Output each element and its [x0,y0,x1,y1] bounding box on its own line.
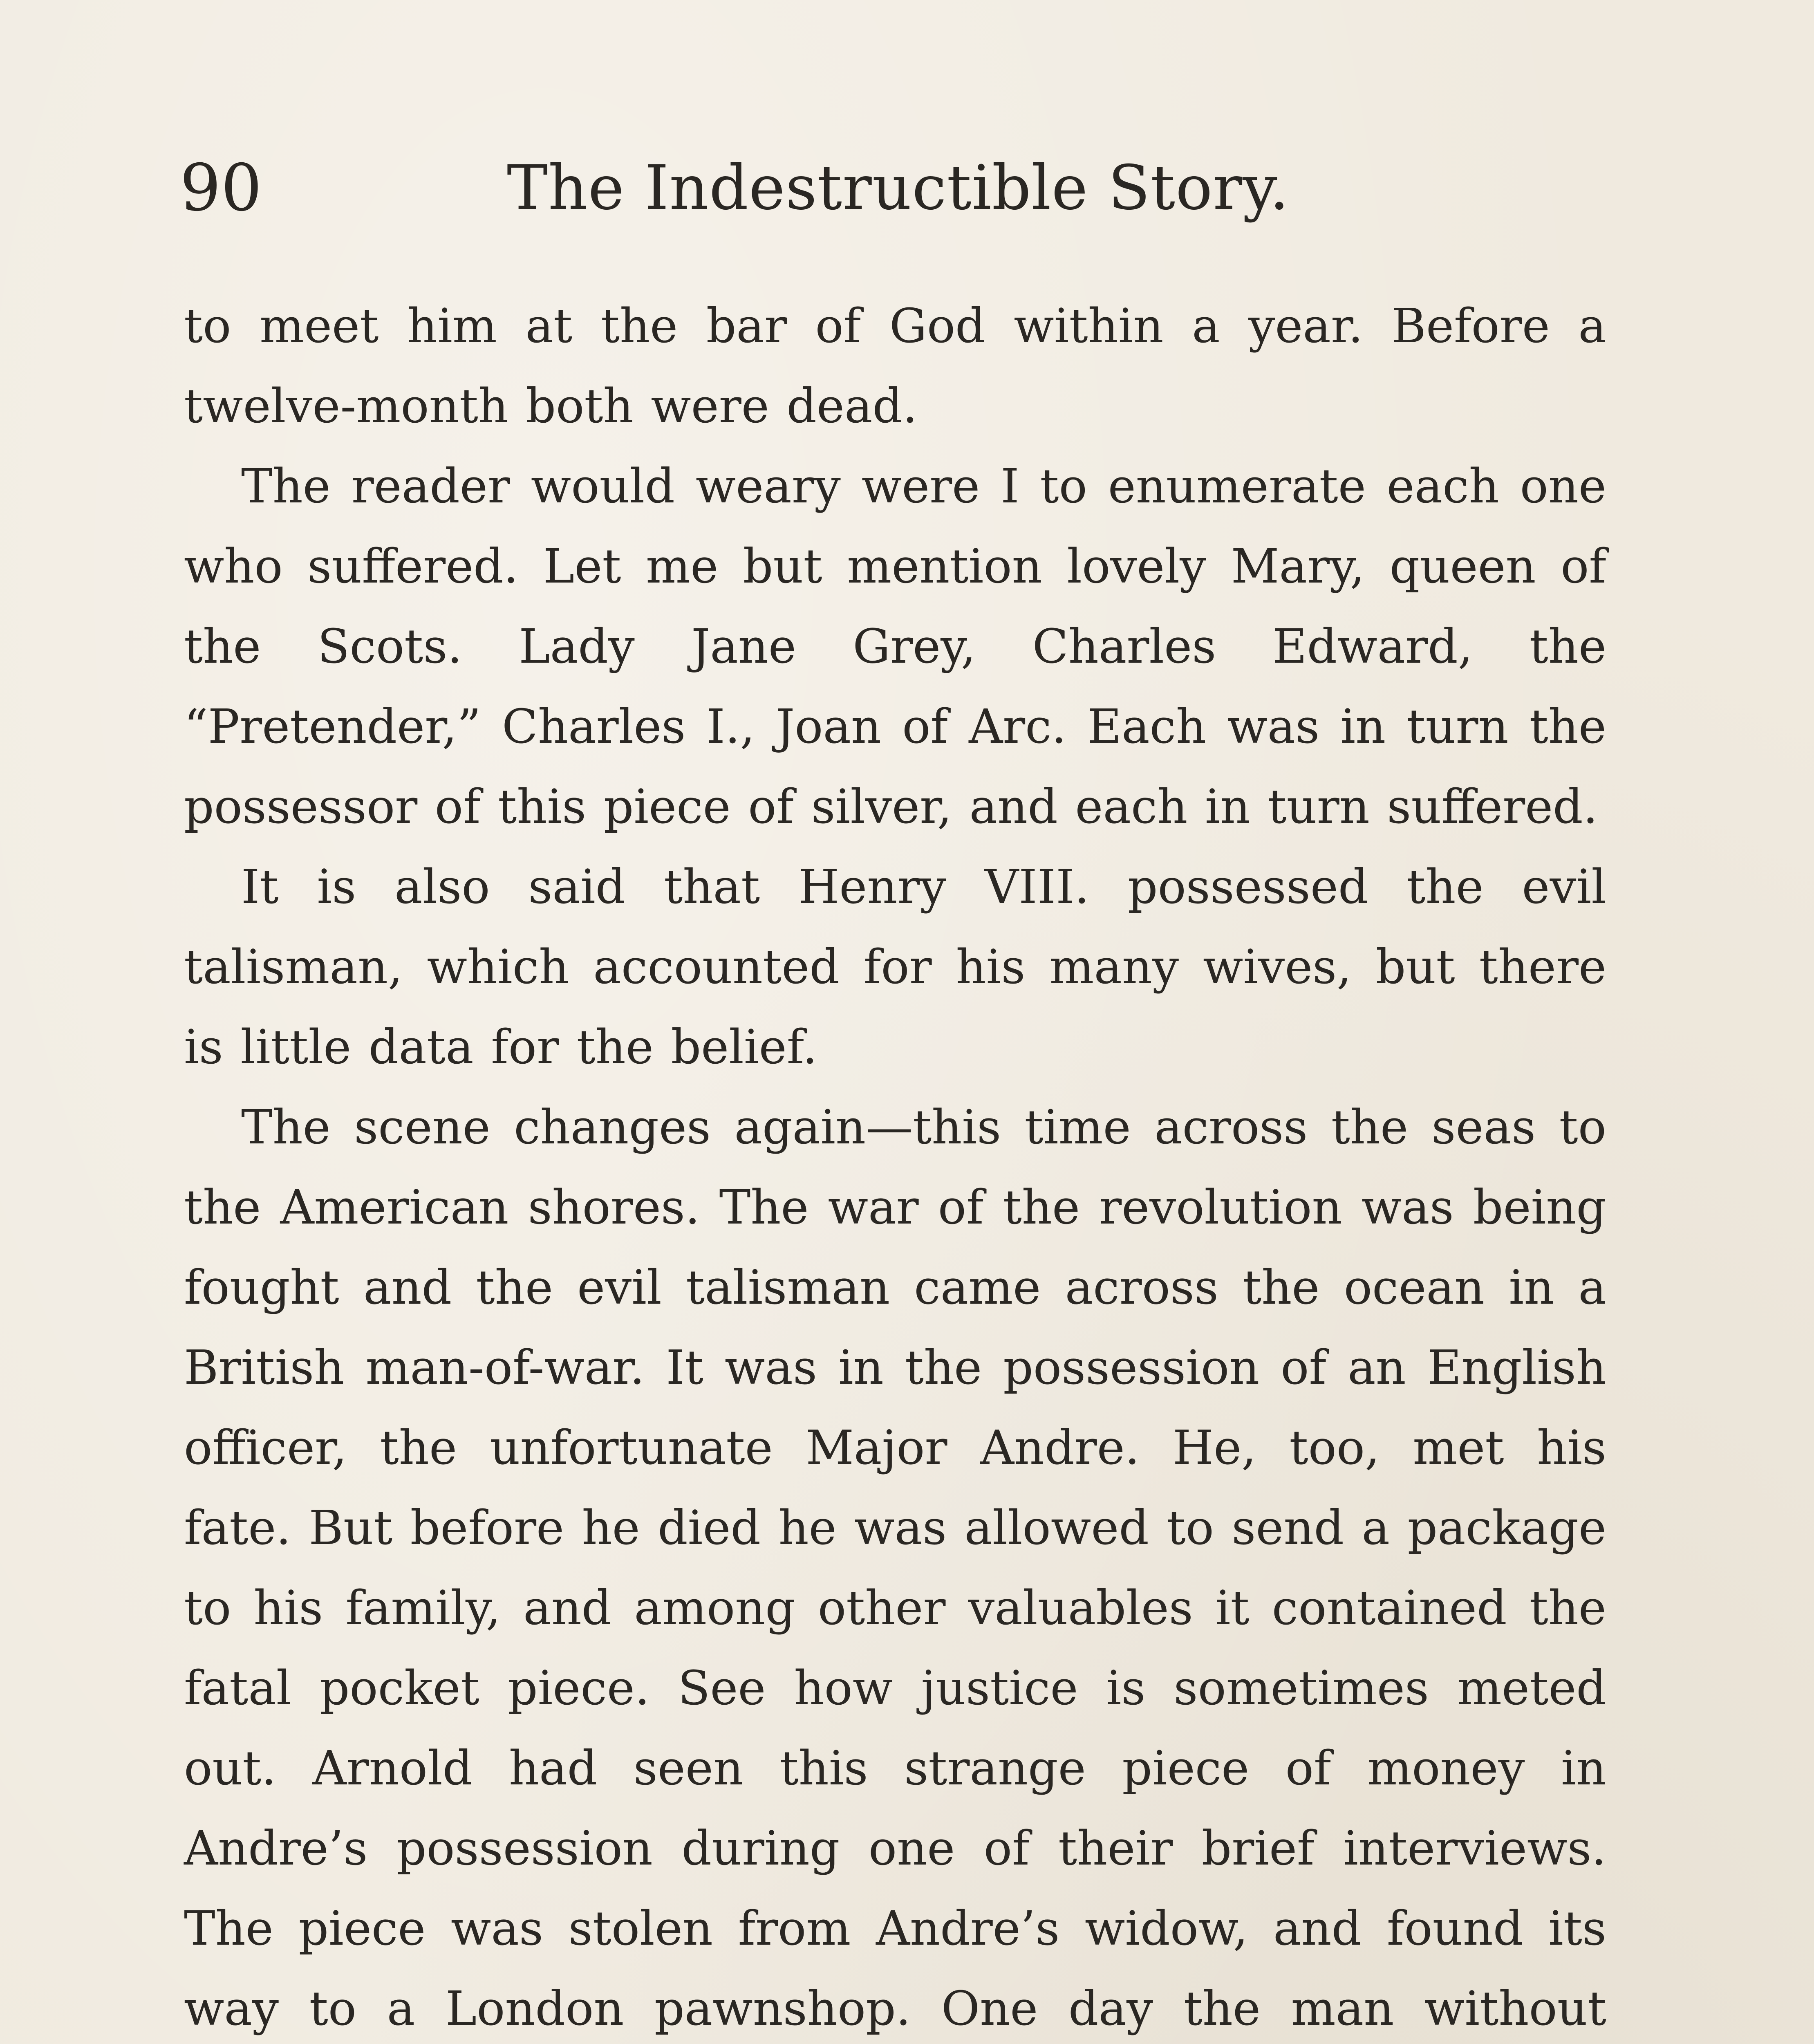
paragraph-3: It is also said that Henry VIII. possessed the evil talisman, which accounted for his many wives, but there is little data for the belief. [184,860,1606,1075]
paragraph-2: The reader would weary were I to enumerate each one who suffered. Let me but mention lovely Mary, queen of the Scots. Lady Jane Grey, Charles Edward, the “Pretender,” Charles I., Joan of Arc. Each was in turn the possessor of this piece of silver, and each in turn suffered. [184,459,1606,834]
running-head [180,147,1623,229]
running-title: The Indestructible Story. [507,152,1290,224]
body-text [184,286,1606,2044]
page-number: 90 [180,150,262,226]
paragraph-1: to meet him at the bar of God within a year. Before a twelve-month both were dead. [184,299,1606,434]
paragraph-4: The scene changes again—this time across the seas to the American shores. The war of the revolution was being fought and the evil talisman came across the ocean in a British man-of-war. It was in the possession of an English officer, the unfortunate Major Andre. He, too, met his fate. But before he died he was allowed to send a package to his family, and among other valuables it contained the fatal pocket piece. See how justice is sometimes meted out. Arnold had seen this strange piece of money in Andre’s possession during one of their brief interviews. The piece was stolen from Andre’s widow, and found its way to a London pawnshop. One day the man without [184,1100,1606,2036]
